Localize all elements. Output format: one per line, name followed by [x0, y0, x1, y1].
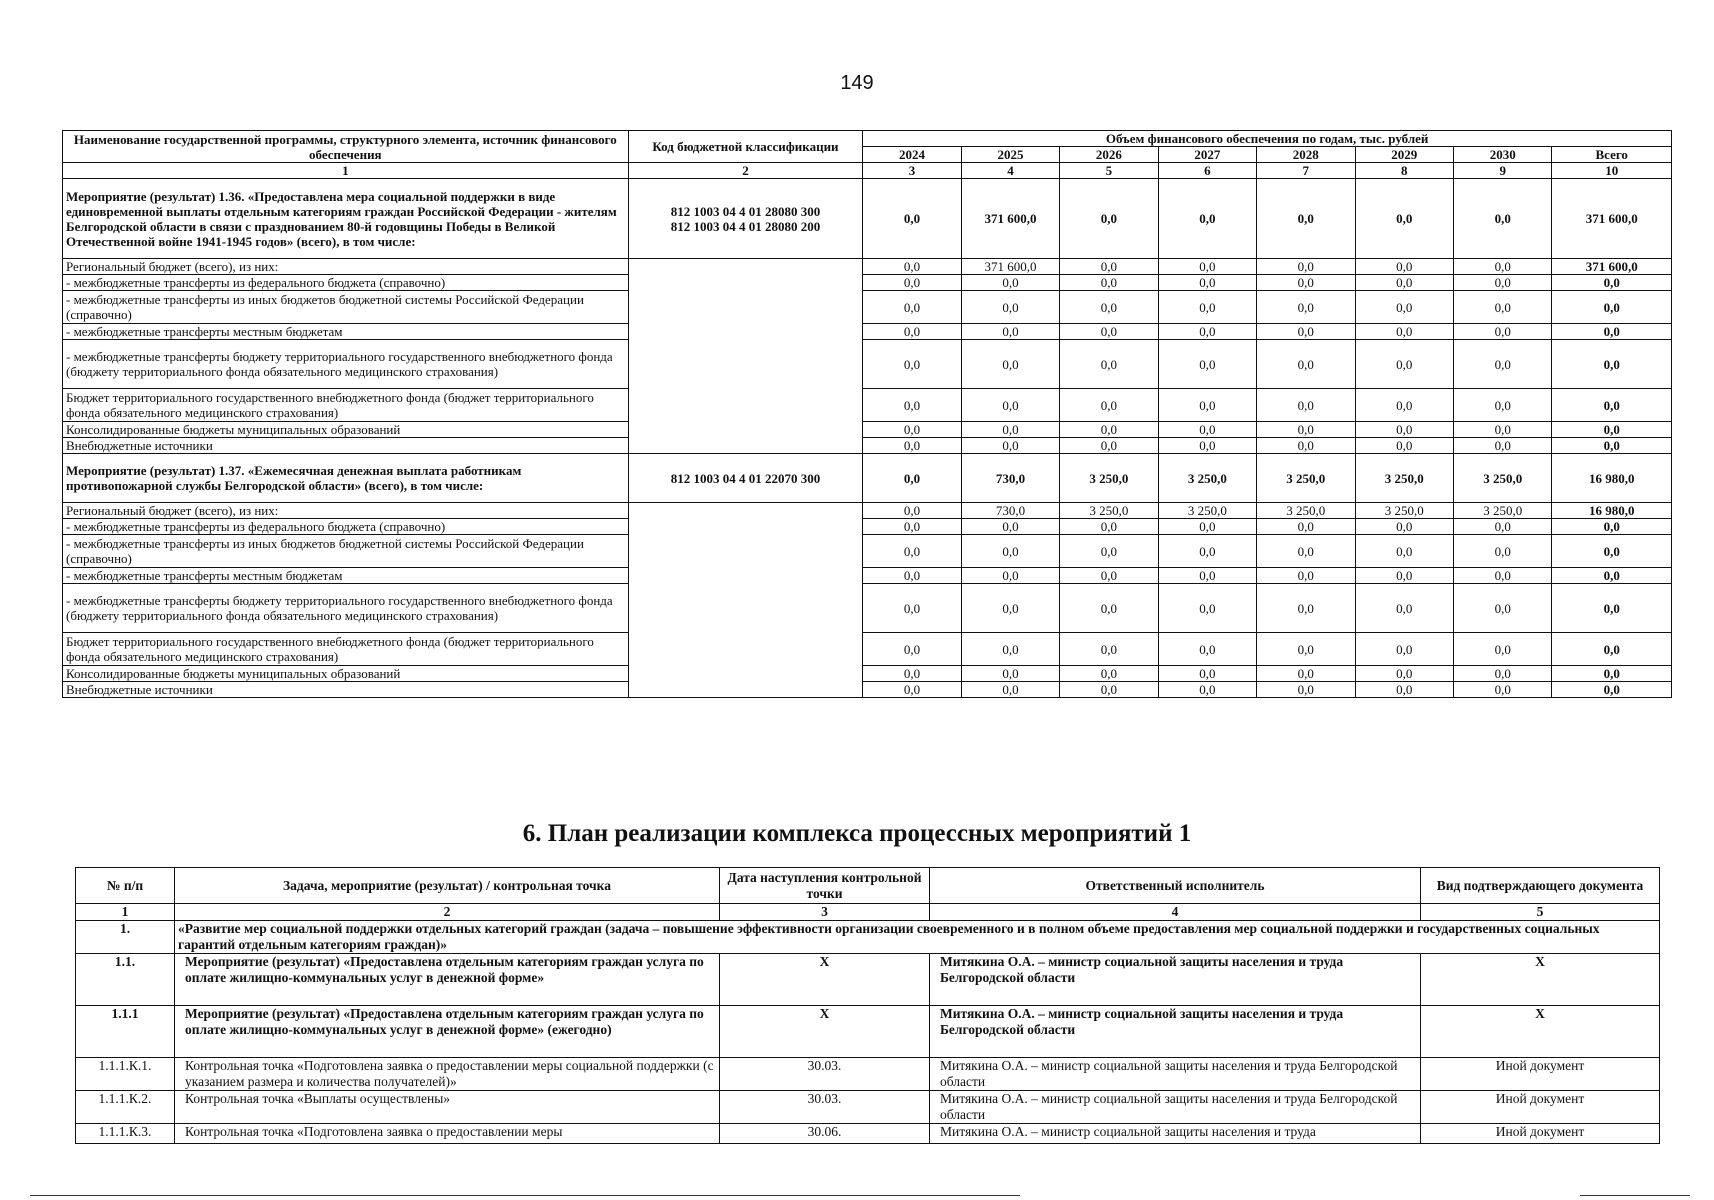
value-cell: 0,0 [961, 535, 1059, 568]
header-year: 2024 [863, 147, 961, 163]
value-cell: 0,0 [1158, 438, 1256, 454]
value-cell: 0,0 [1158, 682, 1256, 698]
source-name: Бюджет территориального государственного внебюджетного фонда (бюджет территориального фонда обязательного медицинского страхования) [63, 633, 629, 666]
value-cell: 0,0 [961, 633, 1059, 666]
value-cell: 0,0 [1355, 519, 1453, 535]
value-cell: 0,0 [1257, 340, 1355, 389]
value-cell: 0,0 [1453, 179, 1551, 259]
header-year: 2028 [1257, 147, 1355, 163]
row-document: Иной документ [1421, 1091, 1660, 1124]
col-number: 6 [1158, 163, 1256, 179]
value-cell: 0,0 [863, 179, 961, 259]
value-cell: 0,0 [1158, 519, 1256, 535]
budget-code-line: 812 1003 04 4 01 22070 300 [670, 470, 821, 486]
value-cell: 0,0 [863, 568, 961, 584]
value-cell: 0,0 [1355, 584, 1453, 633]
footer-rule [1580, 1195, 1690, 1196]
col-number: 1 [63, 163, 629, 179]
value-cell: 0,0 [1355, 324, 1453, 340]
value-total: 371 600,0 [1552, 179, 1672, 259]
source-name: Региональный бюджет (всего), из них: [63, 259, 629, 275]
row-number: 1.1. [76, 954, 175, 1006]
plan-header-task: Задача, мероприятие (результат) / контрольная точка [175, 868, 720, 904]
row-executor: Митякина О.А. – министр социальной защиты населения и труда Белгородской области [930, 1006, 1421, 1058]
value-cell: 0,0 [1158, 275, 1256, 291]
value-cell: 0,0 [1158, 324, 1256, 340]
value-cell: 0,0 [1158, 535, 1256, 568]
source-name: - межбюджетные трансферты бюджету территориального государственного внебюджетного фонда (бюджету территориального фонда обязательного медицинского страхования) [63, 584, 629, 633]
header-year: 2025 [961, 147, 1059, 163]
source-row [63, 633, 1672, 666]
header-year: 2030 [1453, 147, 1551, 163]
value-cell: 0,0 [961, 324, 1059, 340]
footer-rule [30, 1195, 1020, 1196]
value-cell: 0,0 [1453, 519, 1551, 535]
value-cell: 0,0 [863, 275, 961, 291]
plan-header-executor: Ответственный исполнитель [930, 868, 1421, 904]
value-cell: 0,0 [1355, 259, 1453, 275]
value-cell: 0,0 [1060, 422, 1158, 438]
row-date: 30.03. [720, 1058, 930, 1091]
value-cell: 0,0 [1355, 682, 1453, 698]
plan-col-number: 3 [720, 904, 930, 921]
source-name: Бюджет территориального государственного внебюджетного фонда (бюджет территориального фонда обязательного медицинского страхования) [63, 389, 629, 422]
col-number: 4 [961, 163, 1059, 179]
source-row [63, 519, 1672, 535]
value-cell: 0,0 [1257, 179, 1355, 259]
value-total: 0,0 [1552, 340, 1672, 389]
plan-col-number: 2 [175, 904, 720, 921]
row-executor: Митякина О.А. – министр социальной защиты населения и труда Белгородской области [930, 1058, 1421, 1091]
value-cell: 0,0 [1257, 568, 1355, 584]
value-cell: 0,0 [1158, 259, 1256, 275]
value-cell: 0,0 [863, 454, 961, 503]
value-total: 0,0 [1552, 324, 1672, 340]
activity-title: Мероприятие (результат) 1.37. «Ежемесячная денежная выплата работникам противопожарной службы Белгородской области» (всего), в том числе: [63, 454, 629, 503]
value-cell: 3 250,0 [1453, 503, 1551, 519]
value-cell: 730,0 [961, 454, 1059, 503]
value-cell: 0,0 [1060, 340, 1158, 389]
plan-header-date: Дата наступления контрольной точки [720, 868, 930, 904]
value-cell: 0,0 [1355, 275, 1453, 291]
value-cell: 3 250,0 [1158, 503, 1256, 519]
row-executor: Митякина О.А. – министр социальной защиты населения и труда [930, 1124, 1421, 1144]
source-name: - межбюджетные трансферты из федерального бюджета (справочно) [63, 519, 629, 535]
value-cell: 0,0 [1060, 535, 1158, 568]
row-date: Х [720, 1006, 930, 1058]
value-cell: 0,0 [961, 422, 1059, 438]
row-document: Х [1421, 954, 1660, 1006]
source-name: - межбюджетные трансферты бюджету территориального государственного внебюджетного фонда (бюджету территориального фонда обязательного медицинского страхования) [63, 340, 629, 389]
plan-row [76, 954, 1660, 1006]
plan-row [76, 1058, 1660, 1091]
value-cell: 0,0 [863, 340, 961, 389]
value-cell: 0,0 [1453, 291, 1551, 324]
value-cell: 0,0 [1257, 275, 1355, 291]
value-cell: 0,0 [1355, 666, 1453, 682]
value-cell: 0,0 [1158, 291, 1256, 324]
value-cell: 0,0 [961, 275, 1059, 291]
value-total: 0,0 [1552, 568, 1672, 584]
value-cell: 0,0 [1355, 633, 1453, 666]
budget-code [628, 454, 863, 503]
value-cell: 0,0 [1060, 179, 1158, 259]
value-cell: 0,0 [863, 389, 961, 422]
source-row [63, 389, 1672, 422]
row-task: Мероприятие (результат) «Предоставлена отдельным категориям граждан услуга по оплате жилищно-коммунальных услуг в денежной форме» [175, 954, 720, 1006]
value-cell: 0,0 [863, 422, 961, 438]
value-cell: 0,0 [1060, 389, 1158, 422]
value-cell: 0,0 [1453, 259, 1551, 275]
value-cell: 0,0 [863, 666, 961, 682]
plan-row [76, 1006, 1660, 1058]
col-number: 5 [1060, 163, 1158, 179]
value-cell: 0,0 [863, 259, 961, 275]
value-cell: 0,0 [863, 503, 961, 519]
header-year: 2027 [1158, 147, 1256, 163]
plan-col-number: 1 [76, 904, 175, 921]
task-text: «Развитие мер социальной поддержки отдельных категорий граждан (задача – повышение эффективности организации своевременного и в полном объеме предоставления мер социальной поддержки и государственных социальных гарантий отдельным категориям граждан)» [175, 921, 1660, 954]
value-cell: 0,0 [961, 291, 1059, 324]
value-cell: 3 250,0 [1060, 454, 1158, 503]
value-cell: 0,0 [1355, 291, 1453, 324]
value-cell: 0,0 [1453, 389, 1551, 422]
source-row [63, 324, 1672, 340]
value-cell: 0,0 [863, 438, 961, 454]
source-row [63, 503, 1672, 519]
source-row [63, 438, 1672, 454]
source-name: Консолидированные бюджеты муниципальных образований [63, 666, 629, 682]
value-cell: 0,0 [1453, 568, 1551, 584]
value-cell: 0,0 [1158, 666, 1256, 682]
value-cell: 3 250,0 [1355, 503, 1453, 519]
value-cell: 0,0 [1453, 340, 1551, 389]
value-cell: 0,0 [1158, 568, 1256, 584]
header-total: Всего [1552, 147, 1672, 163]
value-cell: 0,0 [863, 535, 961, 568]
row-task: Контрольная точка «Выплаты осуществлены» [175, 1091, 720, 1124]
value-cell: 0,0 [1355, 179, 1453, 259]
col-number: 9 [1453, 163, 1551, 179]
value-cell: 0,0 [961, 682, 1059, 698]
value-total: 0,0 [1552, 291, 1672, 324]
row-executor: Митякина О.А. – министр социальной защиты населения и труда Белгородской области [930, 1091, 1421, 1124]
row-date: 30.03. [720, 1091, 930, 1124]
value-cell: 0,0 [1158, 179, 1256, 259]
row-document: Иной документ [1421, 1058, 1660, 1091]
header-year: 2029 [1355, 147, 1453, 163]
header-volume: Объем финансового обеспечения по годам, тыс. рублей [863, 131, 1672, 147]
value-cell: 0,0 [1158, 633, 1256, 666]
value-cell: 0,0 [1453, 324, 1551, 340]
value-total: 0,0 [1552, 584, 1672, 633]
value-cell: 0,0 [1060, 259, 1158, 275]
empty-code-cell [628, 503, 863, 698]
value-cell: 0,0 [863, 324, 961, 340]
value-cell: 0,0 [1257, 291, 1355, 324]
source-name: - межбюджетные трансферты местным бюджетам [63, 324, 629, 340]
value-cell: 0,0 [1060, 438, 1158, 454]
value-cell: 3 250,0 [1257, 454, 1355, 503]
value-total: 16 980,0 [1552, 503, 1672, 519]
source-row [63, 275, 1672, 291]
value-cell: 0,0 [1453, 422, 1551, 438]
value-cell: 0,0 [863, 584, 961, 633]
value-cell: 0,0 [1060, 519, 1158, 535]
value-cell: 0,0 [961, 389, 1059, 422]
source-row [63, 535, 1672, 568]
activity-row [63, 454, 1672, 503]
col-number: 2 [628, 163, 863, 179]
value-cell: 0,0 [1060, 633, 1158, 666]
plan-table [75, 867, 1660, 1144]
source-row [63, 682, 1672, 698]
value-cell: 3 250,0 [1355, 454, 1453, 503]
value-cell: 0,0 [1060, 275, 1158, 291]
value-total: 0,0 [1552, 422, 1672, 438]
value-cell: 0,0 [1158, 584, 1256, 633]
value-cell: 0,0 [961, 519, 1059, 535]
col-number: 3 [863, 163, 961, 179]
value-cell: 0,0 [1158, 422, 1256, 438]
value-cell: 0,0 [863, 519, 961, 535]
value-cell: 0,0 [1355, 535, 1453, 568]
value-total: 0,0 [1552, 535, 1672, 568]
empty-code-cell [628, 259, 863, 454]
value-cell: 0,0 [1355, 389, 1453, 422]
value-cell: 0,0 [1257, 535, 1355, 568]
row-date: Х [720, 954, 930, 1006]
row-date: 30.06. [720, 1124, 930, 1144]
value-cell: 0,0 [1060, 568, 1158, 584]
section-title: 6. План реализации комплекса процессных мероприятий 1 [522, 820, 1192, 847]
value-cell: 0,0 [1453, 666, 1551, 682]
value-cell: 0,0 [1158, 340, 1256, 389]
value-total: 0,0 [1552, 633, 1672, 666]
value-total: 0,0 [1552, 519, 1672, 535]
source-row [63, 568, 1672, 584]
value-cell: 0,0 [961, 438, 1059, 454]
value-cell: 0,0 [961, 584, 1059, 633]
value-cell: 0,0 [1453, 584, 1551, 633]
value-cell: 0,0 [1257, 422, 1355, 438]
value-cell: 0,0 [1257, 682, 1355, 698]
value-cell: 0,0 [1257, 584, 1355, 633]
source-name: - межбюджетные трансферты из иных бюджетов бюджетной системы Российской Федерации (справочно) [63, 291, 629, 324]
plan-col-number: 5 [1421, 904, 1660, 921]
source-row [63, 291, 1672, 324]
value-cell: 0,0 [1453, 633, 1551, 666]
value-cell: 0,0 [1257, 519, 1355, 535]
col-number: 8 [1355, 163, 1453, 179]
source-name: Консолидированные бюджеты муниципальных образований [63, 422, 629, 438]
budget-code [628, 179, 863, 259]
plan-header-num: № п/п [76, 868, 175, 904]
source-name: - межбюджетные трансферты из федерального бюджета (справочно) [63, 275, 629, 291]
page-number: 149 [840, 72, 874, 94]
row-number: 1.1.1.К.3. [76, 1124, 175, 1144]
source-row [63, 584, 1672, 633]
source-row [63, 422, 1672, 438]
col-number: 10 [1552, 163, 1672, 179]
value-cell: 0,0 [1060, 682, 1158, 698]
plan-col-number: 4 [930, 904, 1421, 921]
row-number: 1.1.1 [76, 1006, 175, 1058]
row-executor: Митякина О.А. – министр социальной защиты населения и труда Белгородской области [930, 954, 1421, 1006]
value-total: 0,0 [1552, 389, 1672, 422]
value-total: 16 980,0 [1552, 454, 1672, 503]
header-code: Код бюджетной классификации [628, 131, 863, 163]
source-name: Региональный бюджет (всего), из них: [63, 503, 629, 519]
value-cell: 0,0 [1355, 438, 1453, 454]
row-document: Иной документ [1421, 1124, 1660, 1144]
col-number: 7 [1257, 163, 1355, 179]
row-task: Контрольная точка «Подготовлена заявка о предоставлении меры социальной поддержки (с указанием размера и количества получателей)» [175, 1058, 720, 1091]
value-cell: 0,0 [1158, 389, 1256, 422]
value-cell: 0,0 [961, 340, 1059, 389]
source-row [63, 259, 1672, 275]
row-task: Контрольная точка «Подготовлена заявка о предоставлении меры [175, 1124, 720, 1144]
source-row [63, 340, 1672, 389]
value-cell: 371 600,0 [961, 179, 1059, 259]
value-cell: 3 250,0 [1453, 454, 1551, 503]
value-cell: 0,0 [961, 568, 1059, 584]
task-number: 1. [76, 921, 175, 954]
value-cell: 371 600,0 [961, 259, 1059, 275]
row-number: 1.1.1.К.2. [76, 1091, 175, 1124]
value-total: 0,0 [1552, 666, 1672, 682]
value-cell: 0,0 [961, 666, 1059, 682]
source-name: Внебюджетные источники [63, 438, 629, 454]
value-cell: 0,0 [1453, 438, 1551, 454]
budget-code-line: 812 1003 04 4 01 28080 300 [670, 203, 821, 219]
value-cell: 730,0 [961, 503, 1059, 519]
value-cell: 0,0 [1257, 633, 1355, 666]
value-cell: 0,0 [1355, 340, 1453, 389]
value-total: 0,0 [1552, 682, 1672, 698]
row-number: 1.1.1.К.1. [76, 1058, 175, 1091]
financing-table [62, 130, 1672, 698]
plan-row [76, 1091, 1660, 1124]
value-total: 371 600,0 [1552, 259, 1672, 275]
value-cell: 0,0 [1257, 324, 1355, 340]
row-task: Мероприятие (результат) «Предоставлена отдельным категориям граждан услуга по оплате жилищно-коммунальных услуг в денежной форме» (ежегодно) [175, 1006, 720, 1058]
value-cell: 0,0 [863, 682, 961, 698]
activity-row [63, 179, 1672, 259]
value-cell: 0,0 [1060, 666, 1158, 682]
value-cell: 3 250,0 [1060, 503, 1158, 519]
value-total: 0,0 [1552, 438, 1672, 454]
value-cell: 0,0 [1257, 259, 1355, 275]
task-row [76, 921, 1660, 954]
value-cell: 0,0 [863, 633, 961, 666]
value-cell: 0,0 [863, 291, 961, 324]
value-cell: 0,0 [1453, 275, 1551, 291]
value-cell: 0,0 [1060, 584, 1158, 633]
value-cell: 0,0 [1060, 324, 1158, 340]
value-cell: 0,0 [1453, 682, 1551, 698]
value-total: 0,0 [1552, 275, 1672, 291]
row-document: Х [1421, 1006, 1660, 1058]
value-cell: 0,0 [1453, 535, 1551, 568]
value-cell: 0,0 [1355, 422, 1453, 438]
value-cell: 0,0 [1257, 438, 1355, 454]
source-name: Внебюджетные источники [63, 682, 629, 698]
value-cell: 3 250,0 [1257, 503, 1355, 519]
header-name: Наименование государственной программы, структурного элемента, источник финансового обеспечения [63, 131, 629, 163]
value-cell: 0,0 [1257, 389, 1355, 422]
value-cell: 3 250,0 [1158, 454, 1256, 503]
source-name: - межбюджетные трансферты местным бюджетам [63, 568, 629, 584]
value-cell: 0,0 [1257, 666, 1355, 682]
value-cell: 0,0 [1060, 291, 1158, 324]
source-row [63, 666, 1672, 682]
plan-header-document: Вид подтверждающего документа [1421, 868, 1660, 904]
budget-code-line: 812 1003 04 4 01 28080 200 [670, 218, 821, 234]
plan-row [76, 1124, 1660, 1144]
value-cell: 0,0 [1355, 568, 1453, 584]
activity-title: Мероприятие (результат) 1.36. «Предоставлена мера социальной поддержки в виде единовременной выплаты отдельным категориям граждан Российской Федерации - жителям Белгородской области в связи с празднованием 80-й годовщины Победы в Великой Отечественной войне 1941-1945 годов» (всего), в том числе: [63, 179, 629, 259]
header-year: 2026 [1060, 147, 1158, 163]
source-name: - межбюджетные трансферты из иных бюджетов бюджетной системы Российской Федерации (справочно) [63, 535, 629, 568]
